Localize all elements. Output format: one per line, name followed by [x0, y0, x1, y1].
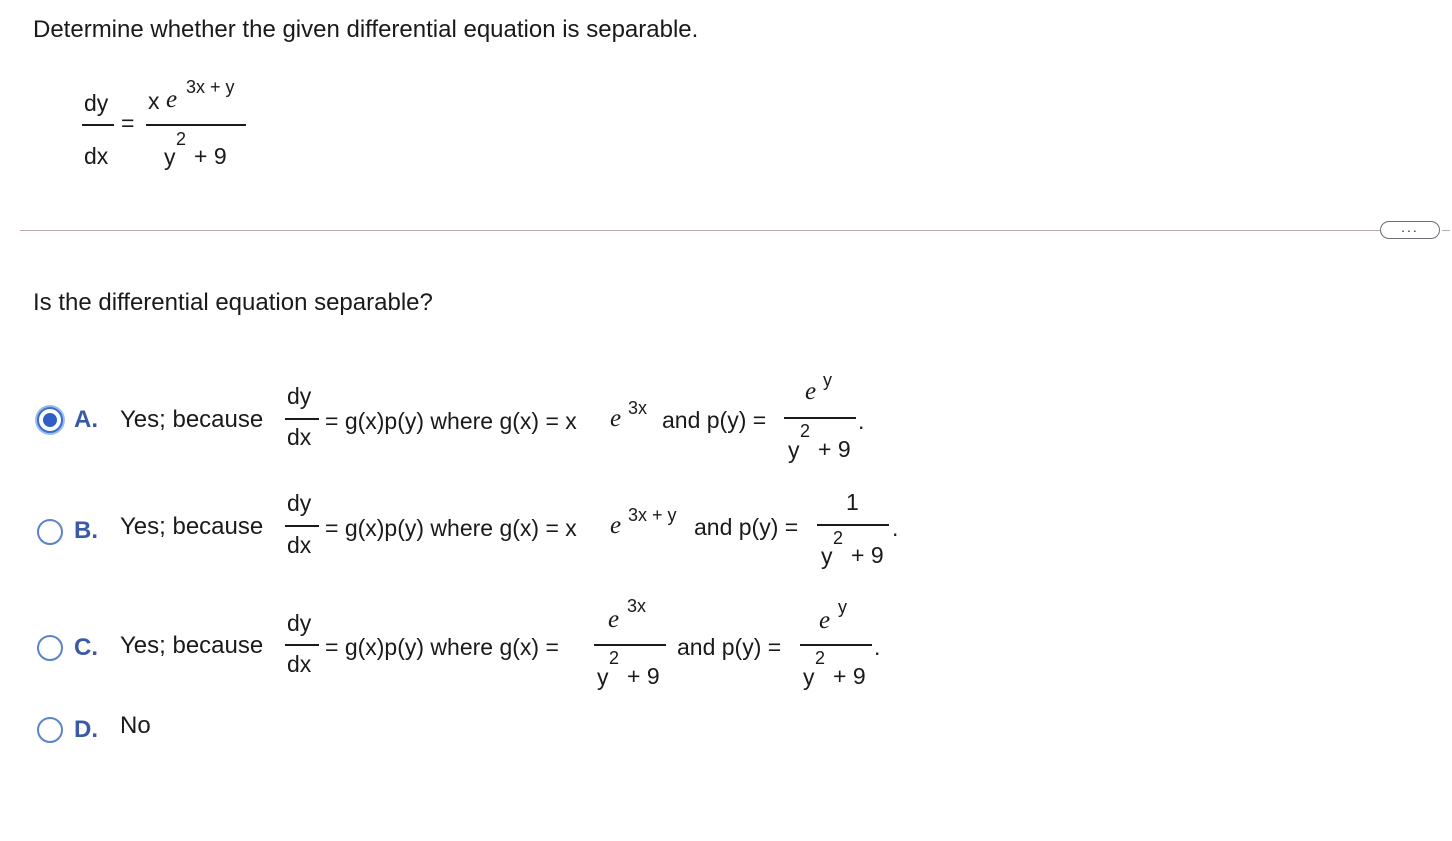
option-c-p-den-pow: 2: [815, 648, 826, 668]
rhs-den-y: y: [164, 144, 176, 170]
option-c-dy: dy: [287, 610, 312, 636]
option-b-because: Yes; because: [120, 513, 264, 540]
option-a-mid-text: = g(x)p(y) where g(x) = x: [325, 408, 577, 434]
rhs-e: e: [166, 86, 178, 113]
option-c-p-num-exp: y: [838, 597, 847, 617]
option-c-p-den-rest: + 9: [833, 663, 866, 689]
option-d-text: No: [120, 712, 151, 739]
rhs-exponent: 3x + y: [186, 77, 235, 97]
rhs-den-rest: + 9: [194, 143, 227, 169]
option-c-period: .: [874, 634, 881, 660]
option-b-period: .: [892, 515, 899, 541]
option-c-p-num-e: e: [819, 607, 831, 634]
option-a-p-bar: [784, 417, 856, 419]
option-c-g-num-e: e: [608, 606, 620, 633]
option-b-mid-text: = g(x)p(y) where g(x) = x: [325, 515, 577, 541]
option-b-dy: dy: [287, 490, 312, 516]
option-a-p-den-y: y: [788, 437, 800, 463]
rhs-den-power: 2: [176, 129, 187, 149]
option-b-p-den-rest: + 9: [851, 542, 884, 568]
section-divider-tail: [1442, 230, 1450, 231]
rhs-x: x: [148, 88, 160, 114]
question-prompt: Is the differential equation separable?: [33, 289, 433, 316]
section-divider: [20, 230, 1380, 231]
option-a-p-exp: y: [823, 370, 832, 390]
option-a-p-den-pow: 2: [800, 421, 811, 441]
option-b-p-bar: [817, 524, 889, 526]
option-b-letter: B.: [74, 517, 98, 544]
option-a-g-e: e: [610, 405, 622, 432]
option-c-mid-text: = g(x)p(y) where g(x) =: [325, 634, 559, 660]
lhs-fraction-bar: [82, 124, 114, 126]
option-b-g-e: e: [610, 512, 622, 539]
option-c-g-den-pow: 2: [609, 648, 620, 668]
radio-option-d[interactable]: [37, 717, 63, 743]
option-b-p-den-pow: 2: [833, 528, 844, 548]
radio-option-c[interactable]: [37, 635, 63, 661]
option-c-and-text: and p(y) =: [677, 634, 782, 660]
option-b-p-den-y: y: [821, 543, 833, 569]
option-c-p-bar: [800, 644, 872, 646]
radio-option-a[interactable]: [37, 407, 63, 433]
option-a-dy: dy: [287, 383, 312, 409]
option-c-p-den-y: y: [803, 664, 815, 690]
option-d-letter: D.: [74, 716, 98, 743]
option-c-g-num-exp: 3x: [627, 596, 647, 616]
option-a-p-e: e: [805, 378, 817, 405]
option-a-because: Yes; because: [120, 406, 264, 433]
option-c-g-den-rest: + 9: [627, 663, 660, 689]
option-b-p-num: 1: [846, 489, 859, 515]
option-a-dydx-bar: [285, 418, 319, 420]
option-c-letter: C.: [74, 634, 98, 661]
option-a-p-den-rest: + 9: [818, 436, 851, 462]
option-b-dx: dx: [287, 532, 312, 558]
lhs-numerator: dy: [84, 90, 109, 116]
option-a-dx: dx: [287, 424, 312, 450]
option-a-and-text: and p(y) =: [662, 407, 767, 433]
rhs-fraction-bar: [146, 124, 246, 126]
equals-sign: =: [121, 110, 135, 136]
more-options-button[interactable]: ...: [1380, 221, 1440, 239]
option-c-dydx-bar: [285, 644, 319, 646]
option-b-dydx-bar: [285, 525, 319, 527]
option-b-and-text: and p(y) =: [694, 514, 799, 540]
option-c-dx: dx: [287, 651, 312, 677]
option-c-because: Yes; because: [120, 632, 264, 659]
option-a-letter: A.: [74, 406, 98, 433]
option-c-g-den-y: y: [597, 664, 609, 690]
radio-option-b[interactable]: [37, 519, 63, 545]
option-c-g-bar: [594, 644, 666, 646]
option-a-period: .: [858, 408, 865, 434]
option-b-g-exp: 3x + y: [628, 505, 677, 525]
lhs-denominator: dx: [84, 143, 109, 169]
question-title: Determine whether the given differential equation is separable.: [33, 16, 699, 43]
option-a-g-exp: 3x: [628, 398, 648, 418]
